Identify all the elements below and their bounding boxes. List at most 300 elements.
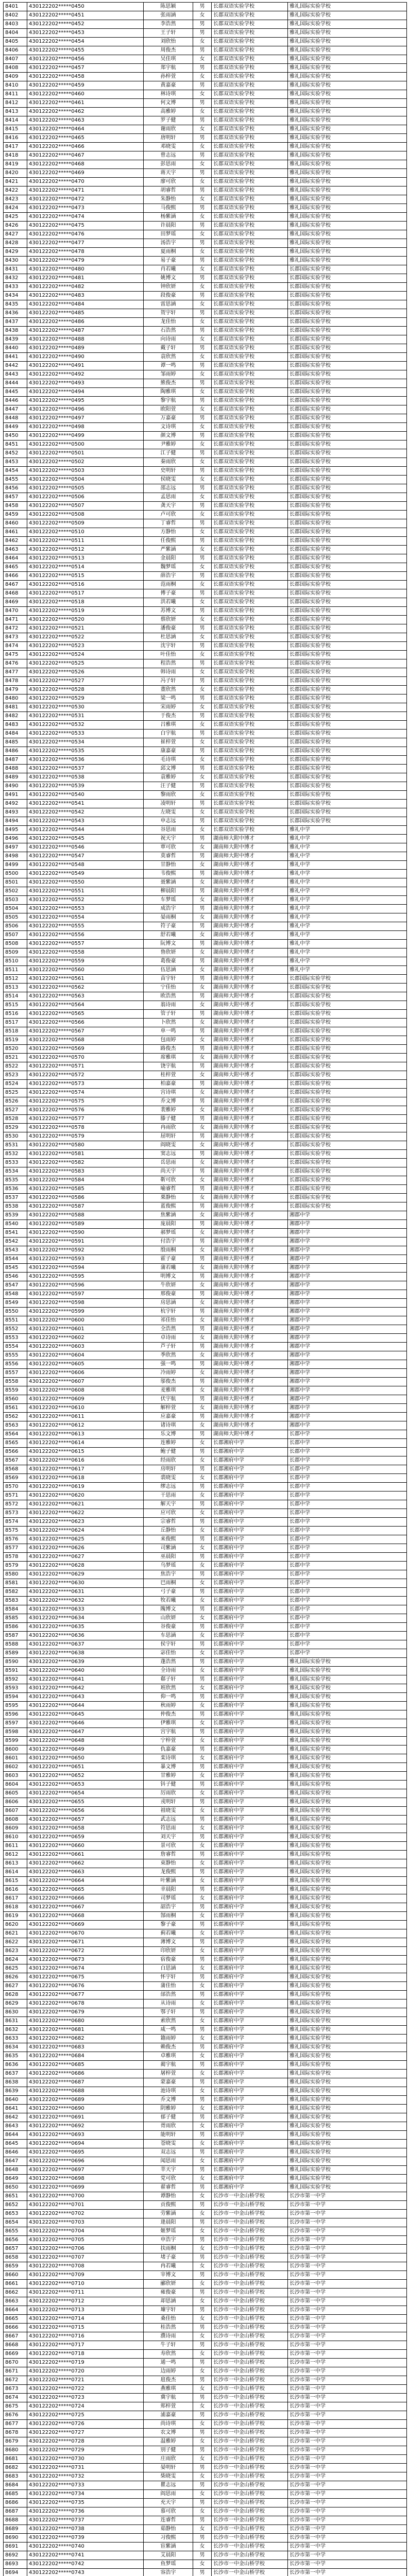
table-row [4, 73, 407, 81]
gender-cell: 男 [193, 975, 212, 984]
row-number-cell: 8660 [4, 2271, 27, 2280]
admitted-school-cell: 雅礼国际实验学校 [288, 1684, 407, 1693]
admitted-school-cell: 雅礼国际实验学校 [288, 1772, 407, 1781]
gender-cell: 女 [193, 668, 212, 677]
table-row [4, 397, 407, 405]
student-name-cell: 鄂子轩 [144, 2008, 193, 2017]
student-name-cell: 邬俊杰 [144, 1378, 193, 1386]
row-number-cell: 8621 [4, 1929, 27, 1938]
admitted-school-cell: 长沙市第一中学 [288, 2420, 407, 2429]
exam-id-cell: 430122202*****0681 [27, 2026, 144, 2035]
table-row [4, 1781, 407, 1789]
table-row [4, 2429, 407, 2437]
admitted-school-cell: 长郡国际实验学校 [288, 519, 407, 528]
graduate-school-cell: 长沙市一中金山桥学校 [212, 2297, 288, 2306]
graduate-school-cell: 长郡湘府中学 [212, 1816, 288, 1824]
graduate-school-cell: 长沙市一中金山桥学校 [212, 2437, 288, 2446]
gender-cell: 女 [193, 2332, 212, 2341]
gender-cell: 女 [193, 160, 212, 169]
exam-id-cell: 430122202*****0549 [27, 870, 144, 878]
gender-cell: 男 [193, 2306, 212, 2315]
admitted-school-cell: 长郡国际实验学校 [288, 476, 407, 484]
graduate-school-cell: 长郡湘府中学 [212, 2087, 288, 2096]
table-row [4, 2306, 407, 2315]
exam-id-cell: 430122202*****0603 [27, 1343, 144, 1351]
gender-cell: 女 [193, 440, 212, 449]
table-row [4, 1824, 407, 1833]
admitted-school-cell: 雅礼国际实验学校 [288, 1999, 407, 2008]
graduate-school-cell: 长郡双语实验学校 [212, 668, 288, 677]
student-name-cell: 路俊杰 [144, 1045, 193, 1054]
table-row [4, 835, 407, 843]
row-number-cell: 8469 [4, 598, 27, 607]
row-number-cell: 8450 [4, 432, 27, 440]
table-row [4, 1938, 407, 1947]
table-row [4, 1150, 407, 1159]
table-row [4, 335, 407, 344]
student-name-cell: 邱文博 [144, 765, 193, 773]
table-row [4, 187, 407, 195]
admitted-school-cell: 长郡中学 [288, 1553, 407, 1562]
admitted-school-cell: 长郡国际实验学校 [288, 808, 407, 817]
gender-cell: 女 [193, 1281, 212, 1290]
gender-cell: 男 [193, 1308, 212, 1316]
table-row [4, 1527, 407, 1535]
exam-id-cell: 430122202*****0548 [27, 861, 144, 870]
admitted-school-cell: 长郡中学 [288, 1632, 407, 1640]
row-number-cell: 8406 [4, 46, 27, 55]
student-name-cell: 肖若曦 [144, 265, 193, 274]
graduate-school-cell: 长郡双语实验学校 [212, 187, 288, 195]
student-name-cell: 韩诗雨 [144, 668, 193, 677]
student-name-cell: 许晨阳 [144, 222, 193, 230]
table-row [4, 1045, 407, 1054]
admitted-school-cell: 长郡国际实验学校 [288, 1167, 407, 1176]
student-name-cell: 卓诗雨 [144, 1334, 193, 1343]
row-number-cell: 8677 [4, 2420, 27, 2429]
exam-id-cell: 430122202*****0631 [27, 1588, 144, 1597]
gender-cell: 女 [193, 2543, 212, 2551]
graduate-school-cell: 湖南师大附中博才 [212, 1421, 288, 1430]
table-row [4, 151, 407, 160]
gender-cell: 男 [193, 1570, 212, 1579]
exam-id-cell: 430122202*****0538 [27, 773, 144, 782]
gender-cell: 男 [193, 817, 212, 826]
admitted-school-cell: 雅礼中学 [288, 861, 407, 870]
admitted-school-cell: 雅礼国际实验学校 [288, 1781, 407, 1789]
row-number-cell: 8483 [4, 721, 27, 730]
admitted-school-cell: 雅礼国际实验学校 [288, 2105, 407, 2113]
row-number-cell: 8627 [4, 1982, 27, 1991]
graduate-school-cell: 长郡湘府中学 [212, 1964, 288, 1973]
admitted-school-cell: 长沙市第一中学 [288, 2464, 407, 2472]
exam-id-cell: 430122202*****0721 [27, 2376, 144, 2385]
student-name-cell: 郜雨桐 [144, 1912, 193, 1921]
graduate-school-cell: 长郡湘府中学 [212, 1632, 288, 1640]
row-number-cell: 8647 [4, 2157, 27, 2166]
student-name-cell: 尚天宇 [144, 1167, 193, 1176]
graduate-school-cell: 长沙市一中金山桥学校 [212, 2324, 288, 2332]
admitted-school-cell: 长沙市第一中学 [288, 2516, 407, 2525]
admitted-school-cell: 长郡中学 [288, 1492, 407, 1500]
admitted-school-cell: 湘郡中学 [288, 1325, 407, 1334]
graduate-school-cell: 长沙市一中金山桥学校 [212, 2560, 288, 2569]
exam-id-cell: 430122202*****0693 [27, 2131, 144, 2140]
graduate-school-cell: 湖南师大附中博才 [212, 1264, 288, 1273]
table-row [4, 1404, 407, 1413]
graduate-school-cell: 长郡双语实验学校 [212, 90, 288, 99]
table-row [4, 677, 407, 686]
exam-id-cell: 430122202*****0590 [27, 1229, 144, 1238]
gender-cell: 男 [193, 1080, 212, 1089]
row-number-cell: 8672 [4, 2376, 27, 2385]
student-name-cell: 郁子健 [144, 2113, 193, 2122]
gender-cell: 女 [193, 1509, 212, 1518]
exam-id-cell: 430122202*****0600 [27, 1316, 144, 1325]
gender-cell: 男 [193, 1465, 212, 1474]
gender-cell: 男 [193, 1413, 212, 1421]
admitted-school-cell: 长沙市第一中学 [288, 2359, 407, 2367]
student-name-cell: 车梦瑶 [144, 896, 193, 905]
row-number-cell: 8653 [4, 2210, 27, 2218]
gender-cell: 男 [193, 554, 212, 563]
gender-cell: 男 [193, 397, 212, 405]
student-name-cell: 麦雅琪 [144, 1386, 193, 1395]
student-name-cell: 屈明轩 [144, 1132, 193, 1141]
row-number-cell: 8678 [4, 2429, 27, 2437]
row-number-cell: 8611 [4, 1842, 27, 1851]
exam-id-cell: 430122202*****0542 [27, 808, 144, 817]
exam-id-cell: 430122202*****0647 [27, 1728, 144, 1737]
table-row [4, 1474, 407, 1483]
admitted-school-cell: 长郡中学 [288, 1588, 407, 1597]
gender-cell: 男 [193, 2131, 212, 2140]
graduate-school-cell: 长沙市一中金山桥学校 [212, 2262, 288, 2271]
table-row [4, 1027, 407, 1036]
graduate-school-cell: 长郡湘府中学 [212, 1456, 288, 1465]
graduate-school-cell: 长沙市一中金山桥学校 [212, 2411, 288, 2420]
exam-id-cell: 430122202*****0715 [27, 2324, 144, 2332]
table-row [4, 2070, 407, 2078]
exam-id-cell: 430122202*****0706 [27, 2245, 144, 2253]
gender-cell: 女 [193, 1194, 212, 1202]
table-row [4, 230, 407, 239]
gender-cell: 女 [193, 651, 212, 659]
row-number-cell: 8682 [4, 2464, 27, 2472]
graduate-school-cell: 湖南师大附中博才 [212, 1124, 288, 1132]
gender-cell: 女 [193, 1877, 212, 1886]
row-number-cell: 8536 [4, 1185, 27, 1194]
exam-id-cell: 430122202*****0500 [27, 440, 144, 449]
exam-id-cell: 430122202*****0518 [27, 598, 144, 607]
exam-id-cell: 430122202*****0619 [27, 1483, 144, 1492]
table-row [4, 2218, 407, 2227]
graduate-school-cell: 长沙市一中金山桥学校 [212, 2280, 288, 2289]
table-row [4, 1973, 407, 1982]
student-name-cell: 黎子豪 [144, 1921, 193, 1929]
table-row [4, 476, 407, 484]
gender-cell: 女 [193, 458, 212, 467]
admitted-school-cell: 湘郡中学 [288, 1413, 407, 1421]
row-number-cell: 8618 [4, 1903, 27, 1912]
exam-id-cell: 430122202*****0651 [27, 1763, 144, 1772]
row-number-cell: 8667 [4, 2332, 27, 2341]
exam-id-cell: 430122202*****0610 [27, 1404, 144, 1413]
table-row [4, 2543, 407, 2551]
table-row [4, 887, 407, 896]
student-name-cell: 晏雨桐 [144, 913, 193, 922]
exam-id-cell: 430122202*****0528 [27, 686, 144, 694]
table-row [4, 870, 407, 878]
gender-cell: 男 [193, 1710, 212, 1719]
graduate-school-cell: 湖南师大附中博才 [212, 1290, 288, 1299]
student-name-cell: 索欣然 [144, 2017, 193, 2026]
student-name-cell: 习俊熙 [144, 2534, 193, 2543]
student-name-cell: 双志远 [144, 2148, 193, 2157]
student-name-cell: 胡睿哲 [144, 187, 193, 195]
student-name-cell: 尚诗琪 [144, 2420, 193, 2429]
admitted-school-cell: 长郡国际实验学校 [288, 1071, 407, 1080]
admitted-school-cell: 长沙市第一中学 [288, 2429, 407, 2437]
admitted-school-cell: 雅礼国际实验学校 [288, 1851, 407, 1859]
gender-cell: 男 [193, 940, 212, 948]
gender-cell: 男 [193, 2534, 212, 2543]
table-row [4, 1001, 407, 1010]
row-number-cell: 8460 [4, 519, 27, 528]
admitted-school-cell: 长郡国际实验学校 [288, 975, 407, 984]
table-row [4, 1202, 407, 1211]
gender-cell: 女 [193, 1141, 212, 1150]
student-name-cell: 葛俊豪 [144, 957, 193, 966]
student-name-cell: 车思涵 [144, 1632, 193, 1640]
table-row [4, 1439, 407, 1448]
admitted-school-cell: 雅礼国际实验学校 [288, 248, 407, 257]
student-name-cell: 熊俊杰 [144, 379, 193, 388]
table-row [4, 528, 407, 537]
admitted-school-cell: 雅礼国际实验学校 [288, 134, 407, 143]
gender-cell: 男 [193, 1500, 212, 1509]
gender-cell: 女 [193, 1492, 212, 1500]
graduate-school-cell: 长郡双语实验学校 [212, 309, 288, 318]
student-name-cell: 来俊熙 [144, 1535, 193, 1544]
table-row [4, 1658, 407, 1667]
exam-id-cell: 430122202*****0723 [27, 2394, 144, 2402]
admitted-school-cell: 雅礼国际实验学校 [288, 1912, 407, 1921]
row-number-cell: 8476 [4, 659, 27, 668]
graduate-school-cell: 长郡双语实验学校 [212, 537, 288, 546]
table-row [4, 2402, 407, 2411]
row-number-cell: 8445 [4, 388, 27, 397]
gender-cell: 男 [193, 2113, 212, 2122]
graduate-school-cell: 长郡双语实验学校 [212, 747, 288, 756]
row-number-cell: 8551 [4, 1316, 27, 1325]
exam-id-cell: 430122202*****0496 [27, 405, 144, 414]
admitted-school-cell: 长郡国际实验学校 [288, 370, 407, 379]
row-number-cell: 8418 [4, 151, 27, 160]
graduate-school-cell: 长郡湘府中学 [212, 1772, 288, 1781]
exam-id-cell: 430122202*****0463 [27, 116, 144, 125]
table-row [4, 1518, 407, 1527]
exam-id-cell: 430122202*****0514 [27, 563, 144, 572]
gender-cell: 男 [193, 2218, 212, 2227]
table-row [4, 2534, 407, 2543]
table-row [4, 1833, 407, 1842]
admitted-school-cell: 长郡中学 [288, 1474, 407, 1483]
exam-id-cell: 430122202*****0459 [27, 81, 144, 90]
table-row [4, 1211, 407, 1220]
exam-id-cell: 430122202*****0663 [27, 1868, 144, 1877]
row-number-cell: 8606 [4, 1798, 27, 1807]
table-row [4, 905, 407, 913]
graduate-school-cell: 湖南师大附中博才 [212, 1369, 288, 1378]
admitted-school-cell: 雅礼国际实验学校 [288, 222, 407, 230]
table-row [4, 2157, 407, 2166]
exam-id-cell: 430122202*****0499 [27, 432, 144, 440]
row-number-cell: 8521 [4, 1054, 27, 1062]
admitted-school-cell: 长沙市第一中学 [288, 2455, 407, 2464]
table-row [4, 414, 407, 423]
gender-cell: 男 [193, 2078, 212, 2087]
table-row [4, 2437, 407, 2446]
admitted-school-cell: 长郡国际实验学校 [288, 984, 407, 992]
graduate-school-cell: 长郡湘府中学 [212, 1754, 288, 1763]
table-row [4, 984, 407, 992]
admitted-school-cell: 湘郡中学 [288, 1281, 407, 1290]
student-name-cell: 史明轩 [144, 467, 193, 476]
gender-cell: 男 [193, 1798, 212, 1807]
graduate-school-cell: 湖南师大附中博才 [212, 1281, 288, 1290]
row-number-cell: 8455 [4, 476, 27, 484]
exam-id-cell: 430122202*****0661 [27, 1851, 144, 1859]
row-number-cell: 8550 [4, 1308, 27, 1316]
row-number-cell: 8504 [4, 905, 27, 913]
student-name-cell: 申志远 [144, 817, 193, 826]
admitted-school-cell: 雅礼国际实验学校 [288, 2017, 407, 2026]
graduate-school-cell: 长郡双语实验学校 [212, 108, 288, 116]
exam-id-cell: 430122202*****0492 [27, 370, 144, 379]
row-number-cell: 8657 [4, 2245, 27, 2253]
student-name-cell: 季欣然 [144, 1351, 193, 1360]
graduate-school-cell: 长郡双语实验学校 [212, 353, 288, 362]
graduate-school-cell: 长沙市一中金山桥学校 [212, 2516, 288, 2525]
graduate-school-cell: 长郡双语实验学校 [212, 694, 288, 703]
row-number-cell: 8459 [4, 511, 27, 519]
admitted-school-cell: 长郡中学 [288, 1640, 407, 1649]
gender-cell: 女 [193, 528, 212, 537]
admitted-school-cell: 雅礼国际实验学校 [288, 46, 407, 55]
gender-cell: 女 [193, 2507, 212, 2516]
admitted-school-cell: 长沙市第一中学 [288, 2306, 407, 2315]
row-number-cell: 8650 [4, 2183, 27, 2192]
admitted-school-cell: 长沙市第一中学 [288, 2315, 407, 2324]
exam-id-cell: 430122202*****0678 [27, 1999, 144, 2008]
admitted-school-cell: 湘郡中学 [288, 1290, 407, 1299]
row-number-cell: 8518 [4, 1027, 27, 1036]
table-row [4, 1386, 407, 1395]
gender-cell: 女 [193, 1334, 212, 1343]
row-number-cell: 8586 [4, 1623, 27, 1632]
graduate-school-cell: 湖南师大附中博才 [212, 1343, 288, 1351]
row-number-cell: 8596 [4, 1710, 27, 1719]
admitted-school-cell: 湘郡中学 [288, 1421, 407, 1430]
table-row [4, 1089, 407, 1097]
row-number-cell: 8625 [4, 1964, 27, 1973]
graduate-school-cell: 长沙市一中金山桥学校 [212, 2429, 288, 2437]
row-number-cell: 8565 [4, 1439, 27, 1448]
student-name-cell: 桑佳怡 [144, 2315, 193, 2324]
admitted-school-cell: 雅礼中学 [288, 870, 407, 878]
student-name-cell: 蔡欣妍 [144, 616, 193, 624]
table-row [4, 519, 407, 528]
gender-cell: 女 [193, 265, 212, 274]
student-name-cell: 牛子轩 [144, 2341, 193, 2350]
table-row [4, 108, 407, 116]
graduate-school-cell: 湖南师大附中博才 [212, 975, 288, 984]
graduate-school-cell: 长郡双语实验学校 [212, 703, 288, 712]
row-number-cell: 8449 [4, 423, 27, 432]
row-number-cell: 8453 [4, 458, 27, 467]
gender-cell: 女 [193, 2210, 212, 2218]
table-row [4, 2551, 407, 2560]
graduate-school-cell: 长郡湘府中学 [212, 1938, 288, 1947]
student-name-cell: 颜文博 [144, 432, 193, 440]
exam-id-cell: 430122202*****0726 [27, 2420, 144, 2429]
row-number-cell: 8427 [4, 230, 27, 239]
table-row [4, 1745, 407, 1754]
table-row [4, 1623, 407, 1632]
admitted-school-cell: 雅礼国际实验学校 [288, 1964, 407, 1973]
gender-cell: 男 [193, 1273, 212, 1281]
row-number-cell: 8541 [4, 1229, 27, 1238]
row-number-cell: 8480 [4, 694, 27, 703]
student-name-cell: 浦嘉豪 [144, 2411, 193, 2420]
row-number-cell: 8607 [4, 1807, 27, 1816]
graduate-school-cell: 长郡双语实验学校 [212, 248, 288, 257]
student-name-cell: 易子豪 [144, 257, 193, 265]
graduate-school-cell: 长郡湘府中学 [212, 1833, 288, 1842]
exam-id-cell: 430122202*****0666 [27, 1894, 144, 1903]
admitted-school-cell: 长沙市第一中学 [288, 2280, 407, 2289]
admitted-school-cell: 雅礼国际实验学校 [288, 1789, 407, 1798]
student-name-cell: 蒋天宇 [144, 169, 193, 178]
graduate-school-cell: 长郡湘府中学 [212, 1553, 288, 1562]
row-number-cell: 8679 [4, 2437, 27, 2446]
row-number-cell: 8616 [4, 1886, 27, 1894]
exam-id-cell: 430122202*****0561 [27, 975, 144, 984]
student-name-cell: 符思雨 [144, 1824, 193, 1833]
student-name-cell: 白宇航 [144, 730, 193, 738]
exam-id-cell: 430122202*****0614 [27, 1439, 144, 1448]
row-number-cell: 8694 [4, 2569, 27, 2576]
exam-id-cell: 430122202*****0482 [27, 283, 144, 292]
graduate-school-cell: 长郡双语实验学校 [212, 782, 288, 791]
student-name-cell: 桂浩然 [144, 2324, 193, 2332]
row-number-cell: 8566 [4, 1448, 27, 1456]
graduate-school-cell: 长郡湘府中学 [212, 1973, 288, 1982]
admitted-school-cell: 雅礼国际实验学校 [288, 257, 407, 265]
exam-id-cell: 430122202*****0536 [27, 756, 144, 765]
student-name-cell: 伍思涵 [144, 966, 193, 975]
graduate-school-cell: 长郡双语实验学校 [212, 808, 288, 817]
admitted-school-cell: 长郡中学 [288, 1483, 407, 1492]
student-name-cell: 傅子豪 [144, 589, 193, 598]
admitted-school-cell: 长郡中学 [288, 1456, 407, 1465]
row-number-cell: 8631 [4, 2017, 27, 2026]
graduate-school-cell: 湖南师大附中博才 [212, 948, 288, 957]
table-row [4, 2201, 407, 2210]
student-name-cell: 魏梦瑶 [144, 563, 193, 572]
exam-id-cell: 430122202*****0658 [27, 1824, 144, 1833]
